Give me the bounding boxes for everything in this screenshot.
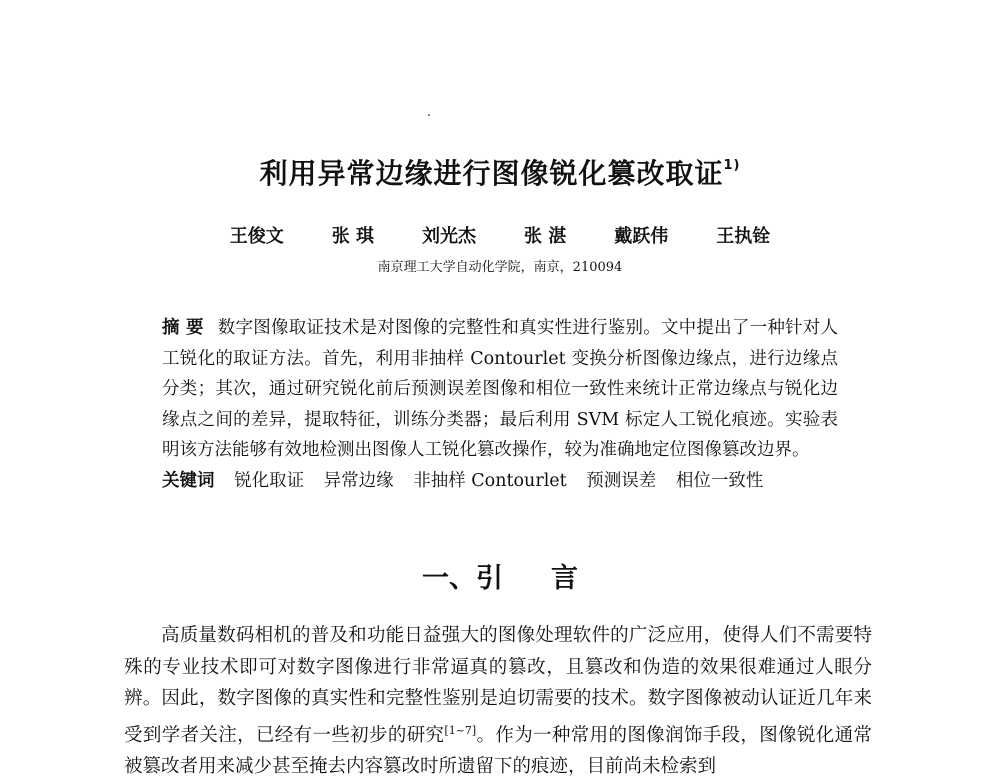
author: 戴跃伟 [614, 226, 669, 247]
affiliation: 南京理工大学自动化学院，南京，210094 [377, 260, 623, 275]
author: 王执铨 [716, 226, 771, 247]
section-number: 一、引 [422, 563, 503, 594]
keyword: 锐化取证 [234, 470, 305, 491]
keyword: 非抽样 Contourlet [413, 470, 567, 491]
paper-title [0, 152, 1000, 192]
scan-speck [428, 114, 430, 116]
paragraph-text: 高质量数码相机的普及和功能日益强大的图像处理软件的广泛应用，使得人们不需要特殊的专业技术即可对数字图像进行非常逼真的篡改，且篡改和伪造的效果很难通过人眼分辨。因此，数字图像的真实性和完整性鉴别是迫切需要的技术。数字图像被动认证近几年来受到学者关注，已经有一些初步的研究 [124, 625, 872, 746]
author: 张 湛 [524, 226, 567, 247]
abstract-label: 摘 要 [162, 318, 204, 338]
keyword: 异常边缘 [323, 470, 394, 491]
title-text: 利用异常边缘进行图像锐化篡改取证 [259, 157, 724, 190]
author: 张 琪 [331, 226, 374, 247]
section-heading [0, 556, 1000, 595]
paragraph-text: 。作为一种常用的图像润饰手段，图像锐化通常被篡改者用来减少甚至掩去内容篡改时所遗留下的痕迹，目前尚未检索到 [124, 724, 872, 778]
author: 刘光杰 [422, 226, 476, 247]
section-title: 言 [551, 563, 578, 594]
body-text [124, 620, 872, 783]
author-list [0, 222, 1000, 248]
title-footnote-marker: 1) [723, 157, 741, 173]
paragraph [124, 620, 872, 783]
author: 王俊文 [229, 226, 284, 247]
abstract [162, 313, 838, 466]
keyword: 预测误差 [586, 470, 657, 491]
citation: [1~7] [444, 723, 477, 737]
keyword: 相位一致性 [675, 470, 764, 491]
abstract-block [162, 313, 838, 496]
keywords-label: 关键词 [162, 470, 215, 491]
keywords [162, 466, 838, 497]
abstract-text: 数字图像取证技术是对图像的完整性和真实性进行鉴别。文中提出了一种针对人工锐化的取证方法。首先，利用非抽样 Contourlet 变换分析图像边缘点，进行边缘点分类；其次，通过研究锐化前后预测误差图像和相位一致性来统计正常边缘点与锐化边缘点之间的差异，提取特征，训练分类器；最后利用 SVM 标定人工锐化痕迹。实验表明该方法能够有效地检测出图像人工锐化篡改操作，较为准确地定位图像篡改边界。 [162, 318, 839, 460]
